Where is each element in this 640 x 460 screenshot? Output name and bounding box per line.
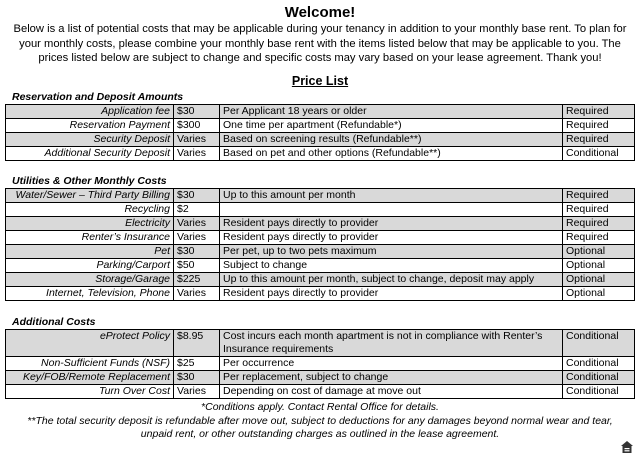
cost-status: Conditional	[563, 357, 635, 371]
cost-price: $300	[174, 119, 220, 133]
cost-description: Per occurrence	[220, 357, 563, 371]
cost-name: Pet	[6, 245, 174, 259]
cost-status: Optional	[563, 245, 635, 259]
cost-description: Resident pays directly to provider	[220, 231, 563, 245]
table-row	[6, 231, 635, 245]
intro-line: Below is a list of potential costs that may be applicable during your tenancy in addition to your monthly base rent. To plan for	[13, 23, 627, 35]
cost-status: Required	[563, 203, 635, 217]
cost-status: Conditional	[563, 330, 635, 357]
price-list-title: Price List	[291, 74, 349, 88]
cost-status: Required	[563, 119, 635, 133]
cost-status: Optional	[563, 273, 635, 287]
cost-price: $30	[174, 245, 220, 259]
cost-name: Reservation Payment	[6, 119, 174, 133]
table-row	[6, 371, 635, 385]
cost-price: Varies	[174, 217, 220, 231]
cost-price: Varies	[174, 385, 220, 399]
cost-price: Varies	[174, 287, 220, 301]
additional-costs-table	[5, 329, 635, 399]
table-row	[6, 385, 635, 399]
cost-status: Required	[563, 231, 635, 245]
cost-price: $30	[174, 189, 220, 203]
table-row	[6, 119, 635, 133]
table-row	[6, 105, 635, 119]
page-title: Welcome!	[284, 4, 356, 21]
cost-status: Required	[563, 217, 635, 231]
cost-name: Water/Sewer – Third Party Billing	[6, 189, 174, 203]
cost-price: Varies	[174, 147, 220, 161]
table-row	[6, 189, 635, 203]
table-row	[6, 203, 635, 217]
table-row	[6, 357, 635, 371]
table-row	[6, 330, 635, 357]
cost-name: Electricity	[6, 217, 174, 231]
equal-housing-icon	[620, 440, 634, 454]
cost-name: Turn Over Cost	[6, 385, 174, 399]
conditions-note: *Conditions apply. Contact Rental Office for details.	[201, 401, 439, 413]
cost-status: Optional	[563, 287, 635, 301]
cost-description: Based on screening results (Refundable**)	[220, 133, 563, 147]
cost-status: Required	[563, 105, 635, 119]
cost-price: Varies	[174, 133, 220, 147]
cost-status: Required	[563, 189, 635, 203]
cost-name: Additional Security Deposit	[6, 147, 174, 161]
cost-status: Optional	[563, 259, 635, 273]
cost-description: Per replacement, subject to change	[220, 371, 563, 385]
cost-name: Non-Sufficient Funds (NSF)	[6, 357, 174, 371]
cost-description: Cost incurs each month apartment is not in compliance with Renter’s Insurance requirements	[220, 330, 563, 357]
section-heading-additional: Additional Costs	[12, 316, 96, 328]
table-row	[6, 245, 635, 259]
reservation-table	[5, 104, 635, 161]
section-heading-reservation: Reservation and Deposit Amounts	[12, 91, 184, 103]
cost-description: Resident pays directly to provider	[220, 287, 563, 301]
table-row	[6, 259, 635, 273]
cost-name: Storage/Garage	[6, 273, 174, 287]
table-row	[6, 133, 635, 147]
intro-paragraph	[0, 22, 640, 66]
table-row	[6, 217, 635, 231]
cost-description: Based on pet and other options (Refundable**)	[220, 147, 563, 161]
cost-name: Recycling	[6, 203, 174, 217]
table-row	[6, 273, 635, 287]
cost-description: Resident pays directly to provider	[220, 217, 563, 231]
intro-line: your monthly costs, please combine your monthly base rent with the items listed below that may be applicable to you. The	[19, 37, 621, 50]
cost-name: Application fee	[6, 105, 174, 119]
cost-status: Required	[563, 133, 635, 147]
intro-line: prices listed below are subject to change and specific costs may vary based on your lease agreement. Thank you!	[38, 52, 602, 64]
cost-description: Per Applicant 18 years or older	[220, 105, 563, 119]
cost-price: $30	[174, 105, 220, 119]
cost-price: $2	[174, 203, 220, 217]
cost-name: Key/FOB/Remote Replacement	[6, 371, 174, 385]
cost-description: Depending on cost of damage at move out	[220, 385, 563, 399]
cost-description: Up to this amount per month	[220, 189, 563, 203]
cost-price: $225	[174, 273, 220, 287]
cost-status: Conditional	[563, 385, 635, 399]
security-deposit-note: **The total security deposit is refundable after move out, subject to deductions for any damages beyond normal wear and tear, unpaid rent, or other outstanding charges as outlined in the lease agreement.	[27, 415, 613, 440]
cost-name: eProtect Policy	[6, 330, 174, 357]
cost-price: $30	[174, 371, 220, 385]
cost-description: Per pet, up to two pets maximum	[220, 245, 563, 259]
cost-price: Varies	[174, 231, 220, 245]
cost-description: Up to this amount per month, subject to change, deposit may apply	[220, 273, 563, 287]
cost-name: Security Deposit	[6, 133, 174, 147]
cost-description: Subject to change	[220, 259, 563, 273]
cost-name: Parking/Carport	[6, 259, 174, 273]
cost-name: Renter’s Insurance	[6, 231, 174, 245]
table-row	[6, 287, 635, 301]
cost-price: $50	[174, 259, 220, 273]
cost-price: $25	[174, 357, 220, 371]
section-heading-utilities: Utilities & Other Monthly Costs	[12, 175, 167, 187]
cost-description	[220, 203, 563, 217]
table-row	[6, 147, 635, 161]
cost-status: Conditional	[563, 147, 635, 161]
utilities-table	[5, 188, 635, 301]
cost-price: $8.95	[174, 330, 220, 357]
cost-status: Conditional	[563, 371, 635, 385]
cost-description: One time per apartment (Refundable*)	[220, 119, 563, 133]
cost-name: Internet, Television, Phone	[6, 287, 174, 301]
